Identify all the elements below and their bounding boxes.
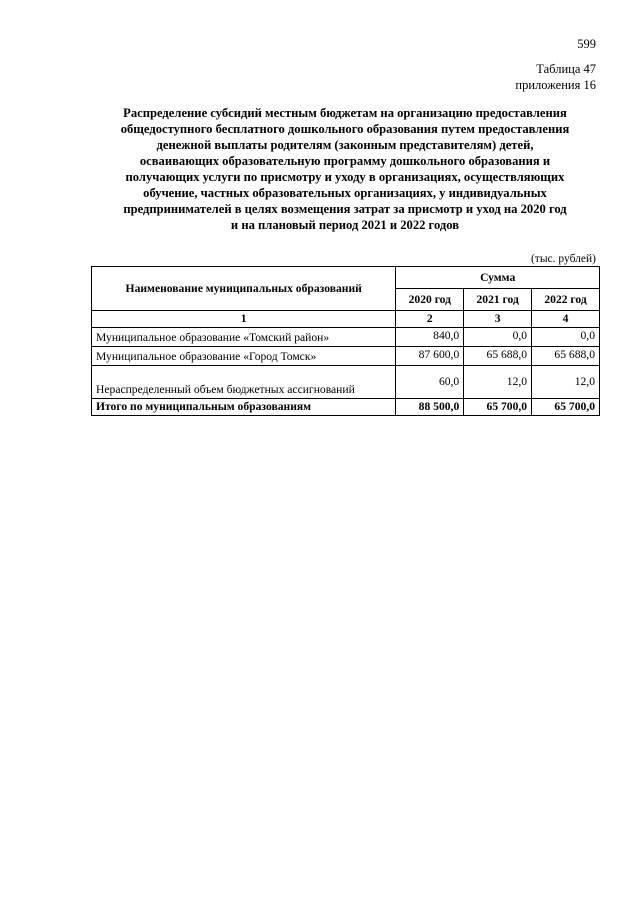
municipality-name: Муниципальное образование «Город Томск» — [92, 347, 396, 366]
title-line: осваивающих образовательную программу дошкольного образования и — [139, 154, 551, 168]
header-year-2022: 2022 год — [532, 289, 600, 311]
municipality-name: Муниципальное образование «Томский район» — [92, 328, 396, 347]
value-2020: 87 600,0 — [396, 347, 464, 366]
title-line: получающих услуги по присмотру и уходу в организациях, осуществляющих — [125, 170, 565, 184]
value-2022: 0,0 — [532, 328, 600, 347]
header-sum: Сумма — [396, 267, 600, 289]
column-number: 1 — [92, 311, 396, 328]
title-line: обучение, частных образовательных организациях, у индивидуальных — [143, 186, 547, 200]
column-number: 4 — [532, 311, 600, 328]
value-2022: 65 688,0 — [532, 347, 600, 366]
value-2021: 65 688,0 — [464, 347, 532, 366]
value-2020: 840,0 — [396, 328, 464, 347]
total-row — [92, 399, 600, 416]
table-reference — [515, 61, 596, 93]
title-line: общедоступного бесплатного дошкольного образования путем предоставления — [120, 122, 570, 136]
document-title — [80, 105, 610, 233]
column-number: 3 — [464, 311, 532, 328]
total-label: Итого по муниципальным образованиям — [92, 399, 396, 416]
column-number: 2 — [396, 311, 464, 328]
title-line: предпринимателей в целях возмещения затрат за присмотр и уход на 2020 год — [123, 202, 567, 216]
header-municipality: Наименование муниципальных образований — [92, 267, 396, 311]
title-line: Распределение субсидий местным бюджетам на организацию предоставления — [123, 106, 567, 120]
appendix-number: приложения 16 — [515, 78, 596, 92]
column-number-row — [92, 311, 600, 328]
value-2020: 60,0 — [396, 366, 464, 399]
table-row — [92, 366, 600, 399]
value-2022: 12,0 — [532, 366, 600, 399]
header-year-2020: 2020 год — [396, 289, 464, 311]
table-number: Таблица 47 — [536, 62, 596, 76]
total-2021: 65 700,0 — [464, 399, 532, 416]
units-note: (тыс. рублей) — [530, 253, 596, 265]
value-2021: 0,0 — [464, 328, 532, 347]
subsidy-table — [91, 266, 600, 416]
title-line: и на плановый период 2021 и 2022 годов — [230, 218, 460, 232]
total-2022: 65 700,0 — [532, 399, 600, 416]
value-2021: 12,0 — [464, 366, 532, 399]
total-2020: 88 500,0 — [396, 399, 464, 416]
table-row — [92, 328, 600, 347]
table-row — [92, 347, 600, 366]
title-line: денежной выплаты родителям (законным представителям) детей, — [156, 138, 534, 152]
municipality-name: Нераспределенный объем бюджетных ассигнований — [92, 366, 396, 399]
page-number: 599 — [577, 37, 596, 51]
header-year-2021: 2021 год — [464, 289, 532, 311]
